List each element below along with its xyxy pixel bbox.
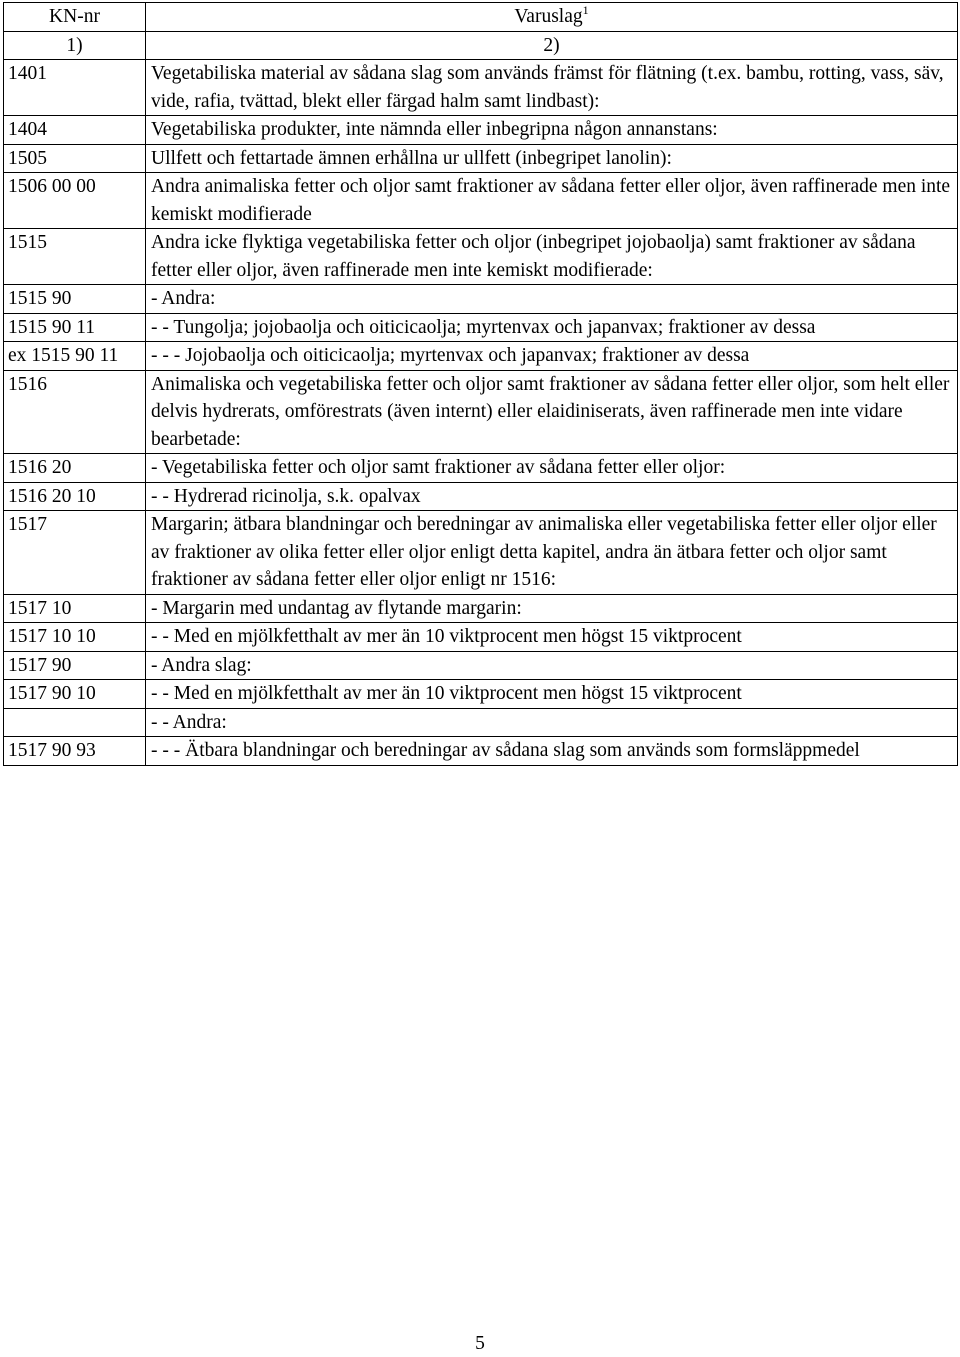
goods-description: - - Med en mjölkfetthalt av mer än 10 viktprocent men högst 15 viktprocent bbox=[146, 623, 958, 652]
kn-code: ex 1515 90 11 bbox=[4, 342, 146, 371]
goods-description: Andra icke flyktiga vegetabiliska fetter och oljor (inbegripet jojobaolja) samt fraktioner av sådana fetter eller oljor, även raffinerade men inte kemiskt modifierade: bbox=[146, 229, 958, 285]
table-body bbox=[4, 60, 958, 766]
kn-code bbox=[4, 708, 146, 737]
kn-code: 1515 90 11 bbox=[4, 313, 146, 342]
header-row bbox=[4, 3, 958, 32]
goods-description: Vegetabiliska material av sådana slag som används främst för flätning (t.ex. bambu, rotting, vass, säv, vide, rafia, tvättad, blekt eller färgad halm samt lindbast): bbox=[146, 60, 958, 116]
table-row bbox=[4, 737, 958, 766]
table-row bbox=[4, 482, 958, 511]
footnote-marker: 1 bbox=[582, 3, 589, 17]
kn-code: 1517 90 93 bbox=[4, 737, 146, 766]
kn-code: 1505 bbox=[4, 144, 146, 173]
table-row bbox=[4, 454, 958, 483]
goods-description: - - Med en mjölkfetthalt av mer än 10 viktprocent men högst 15 viktprocent bbox=[146, 680, 958, 709]
goods-description: - Margarin med undantag av flytande margarin: bbox=[146, 594, 958, 623]
table-row bbox=[4, 651, 958, 680]
goods-description: Ullfett och fettartade ämnen erhållna ur ullfett (inbegripet lanolin): bbox=[146, 144, 958, 173]
table-row bbox=[4, 623, 958, 652]
table-row bbox=[4, 144, 958, 173]
goods-description: - - - Ätbara blandningar och beredningar av sådana slag som används som formsläppmedel bbox=[146, 737, 958, 766]
table-row bbox=[4, 116, 958, 145]
page-number: 5 bbox=[475, 1333, 485, 1354]
kn-code: 1401 bbox=[4, 60, 146, 116]
header-col1-number: 1) bbox=[4, 31, 146, 60]
goods-description: - Andra: bbox=[146, 285, 958, 314]
kn-code: 1506 00 00 bbox=[4, 173, 146, 229]
table-row bbox=[4, 285, 958, 314]
table-row bbox=[4, 313, 958, 342]
table-row bbox=[4, 594, 958, 623]
goods-description: Animaliska och vegetabiliska fetter och oljor samt fraktioner av sådana fetter eller oljor, som helt eller delvis hydrerats, omförestrats (även internt) eller elaidiniserats, även raffinerade men inte vidare bearbetade: bbox=[146, 370, 958, 454]
kn-code: 1516 20 10 bbox=[4, 482, 146, 511]
kn-code: 1517 10 bbox=[4, 594, 146, 623]
goods-table bbox=[3, 2, 958, 766]
table-row bbox=[4, 680, 958, 709]
kn-code: 1404 bbox=[4, 116, 146, 145]
goods-description: - - Andra: bbox=[146, 708, 958, 737]
goods-description: - - Hydrerad ricinolja, s.k. opalvax bbox=[146, 482, 958, 511]
table-row bbox=[4, 708, 958, 737]
table-row bbox=[4, 173, 958, 229]
kn-code: 1517 90 10 bbox=[4, 680, 146, 709]
kn-code: 1517 bbox=[4, 511, 146, 595]
table-row bbox=[4, 60, 958, 116]
header-varuslag bbox=[146, 3, 958, 32]
goods-description: - - Tungolja; jojobaolja och oiticicaolja; myrtenvax och japanvax; fraktioner av dessa bbox=[146, 313, 958, 342]
kn-code: 1517 10 10 bbox=[4, 623, 146, 652]
goods-description: Andra animaliska fetter och oljor samt fraktioner av sådana fetter eller oljor, även raffinerade men inte kemiskt modifierade bbox=[146, 173, 958, 229]
kn-code: 1516 bbox=[4, 370, 146, 454]
goods-description: Margarin; ätbara blandningar och beredningar av animaliska eller vegetabiliska fetter eller oljor eller av fraktioner av olika fetter eller oljor enligt detta kapitel, andra än ätbara fetter och oljor samt fraktioner av sådana fetter eller oljor enligt nr 1516: bbox=[146, 511, 958, 595]
table-row bbox=[4, 370, 958, 454]
kn-code: 1516 20 bbox=[4, 454, 146, 483]
kn-code: 1517 90 bbox=[4, 651, 146, 680]
goods-description: - Andra slag: bbox=[146, 651, 958, 680]
goods-description: - - - Jojobaolja och oiticicaolja; myrtenvax och japanvax; fraktioner av dessa bbox=[146, 342, 958, 371]
table-row bbox=[4, 511, 958, 595]
goods-description: - Vegetabiliska fetter och oljor samt fraktioner av sådana fetter eller oljor: bbox=[146, 454, 958, 483]
goods-description: Vegetabiliska produkter, inte nämnda eller inbegripna någon annanstans: bbox=[146, 116, 958, 145]
kn-code: 1515 bbox=[4, 229, 146, 285]
header-varuslag-label: Varuslag bbox=[514, 6, 583, 27]
table-row bbox=[4, 342, 958, 371]
header-kn-nr: KN-nr bbox=[4, 3, 146, 32]
kn-code: 1515 90 bbox=[4, 285, 146, 314]
table-row bbox=[4, 229, 958, 285]
header-number-row bbox=[4, 31, 958, 60]
header-col2-number: 2) bbox=[146, 31, 958, 60]
